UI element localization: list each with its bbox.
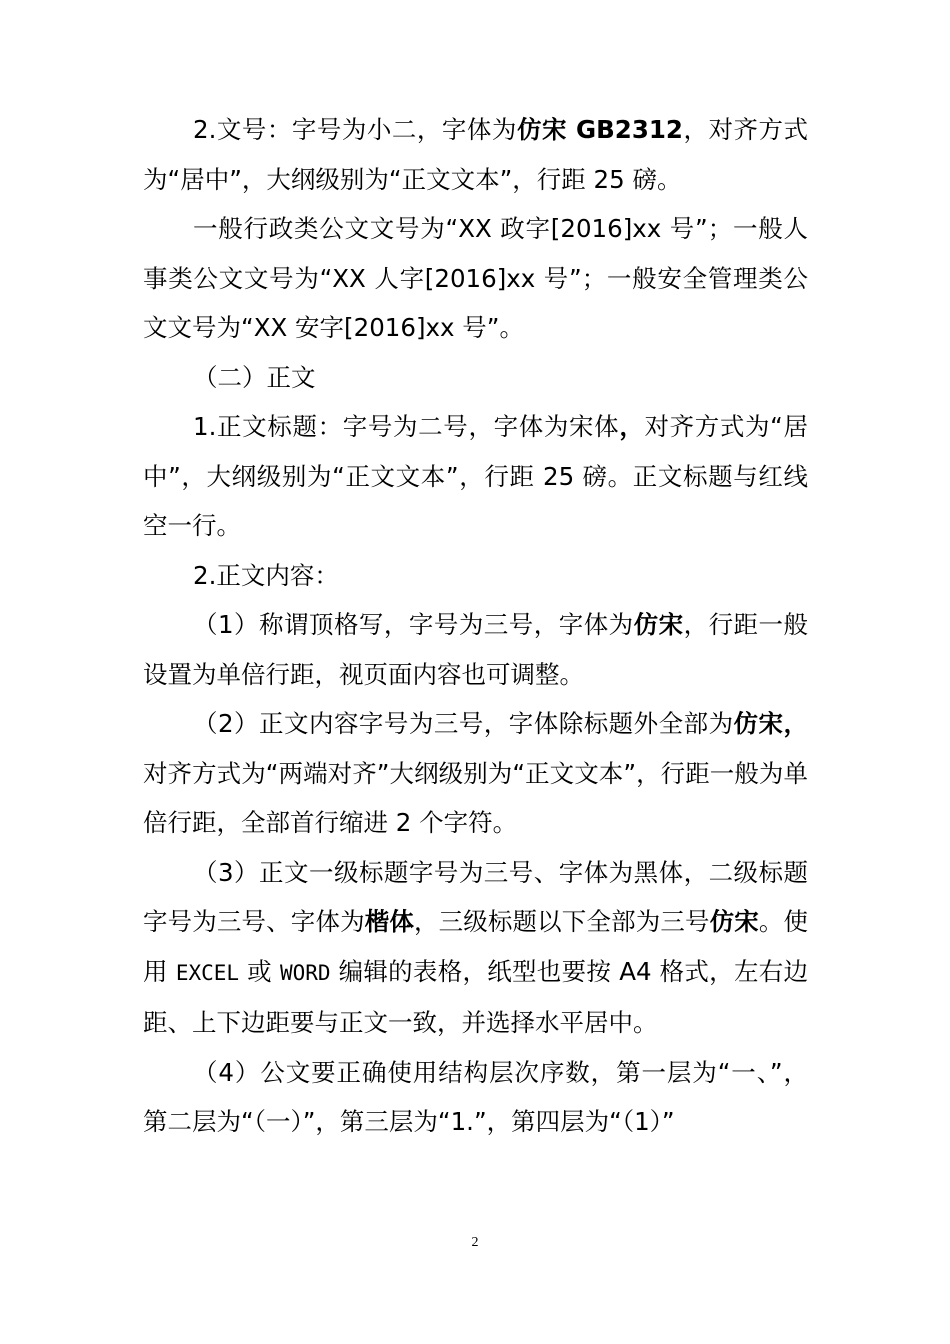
text-run: 2.文号：字号为小二，字体为: [193, 115, 517, 144]
text-run: 2.正文内容：: [193, 560, 339, 590]
text-run: 仿宋 GB2312: [516, 115, 683, 144]
paragraph-p5: [143, 551, 808, 601]
text-run: （2）正文内容字号为三号，字体除标题外全部为: [193, 709, 734, 738]
text-run: （二）正文: [193, 362, 316, 392]
text-run: 楷体: [364, 907, 414, 936]
paragraph-p2: [143, 204, 808, 353]
paragraph-p1: [143, 105, 808, 204]
paragraph-p4: [143, 402, 808, 551]
text-run: （4）公文要正确使用结构层次序数，第一层为“一、”，第二层为“（一）”，第三层为“1.”，第四层为“（1）”: [143, 1057, 808, 1136]
paragraph-p7: [143, 699, 808, 848]
paragraph-p9: [143, 1048, 808, 1147]
paragraph-p6: [143, 600, 808, 699]
text-run: ，三级标题以下全部为三号: [414, 907, 710, 936]
text-run: WORD: [279, 960, 331, 985]
text-run: 对齐方式为“居中”，大纲级别为“正文文本”，行距 25 磅。正文标题与红线空一行。: [143, 412, 809, 540]
text-run: 仿宋，: [733, 709, 808, 738]
text-run: （1）称谓顶格写，字号为三号，字体为: [193, 610, 634, 639]
text-run: EXCEL: [175, 960, 240, 985]
text-run: ，行距一般设置为单倍行距，视页面内容也可调整。: [143, 610, 808, 689]
paragraph-p3: [143, 353, 808, 403]
text-run: 仿宋: [709, 907, 759, 936]
text-run: 宋体: [569, 412, 620, 441]
paragraph-p8: [143, 848, 808, 1048]
text-run: 一般行政类公文文号为“XX 政字[2016]xx 号”；一般人事类公文文号为“XX 人字[2016]xx 号”；一般安全管理类公文文号为“XX 安字[2016]xx 号”。: [143, 214, 808, 342]
page-number: 2: [471, 1235, 479, 1250]
text-run: 对齐方式为“两端对齐”大纲级别为“正文文本”，行距一般为单倍行距，全部首行缩进 2 个字符。: [143, 758, 808, 837]
text-run: 1.正文标题：字号为二号，字体为: [193, 412, 570, 441]
text-run: 编辑的表格，纸型也要按 A4 格式，左右边距、上下边距要与正文一致，并选择水平居中。: [143, 956, 808, 1037]
document-body: [143, 105, 808, 1147]
text-run: 。使用: [143, 907, 809, 986]
text-run: 或: [239, 956, 280, 986]
text-run: 仿宋: [633, 610, 684, 639]
text-run: ，: [619, 412, 645, 441]
text-run: （3）正文一级标题字号为三号、字体为黑体，二级标题字号为三号、字体为: [143, 857, 808, 936]
text-run: ，对齐方式为“居中”，大纲级别为“正文文本”，行距 25 磅。: [143, 115, 809, 194]
